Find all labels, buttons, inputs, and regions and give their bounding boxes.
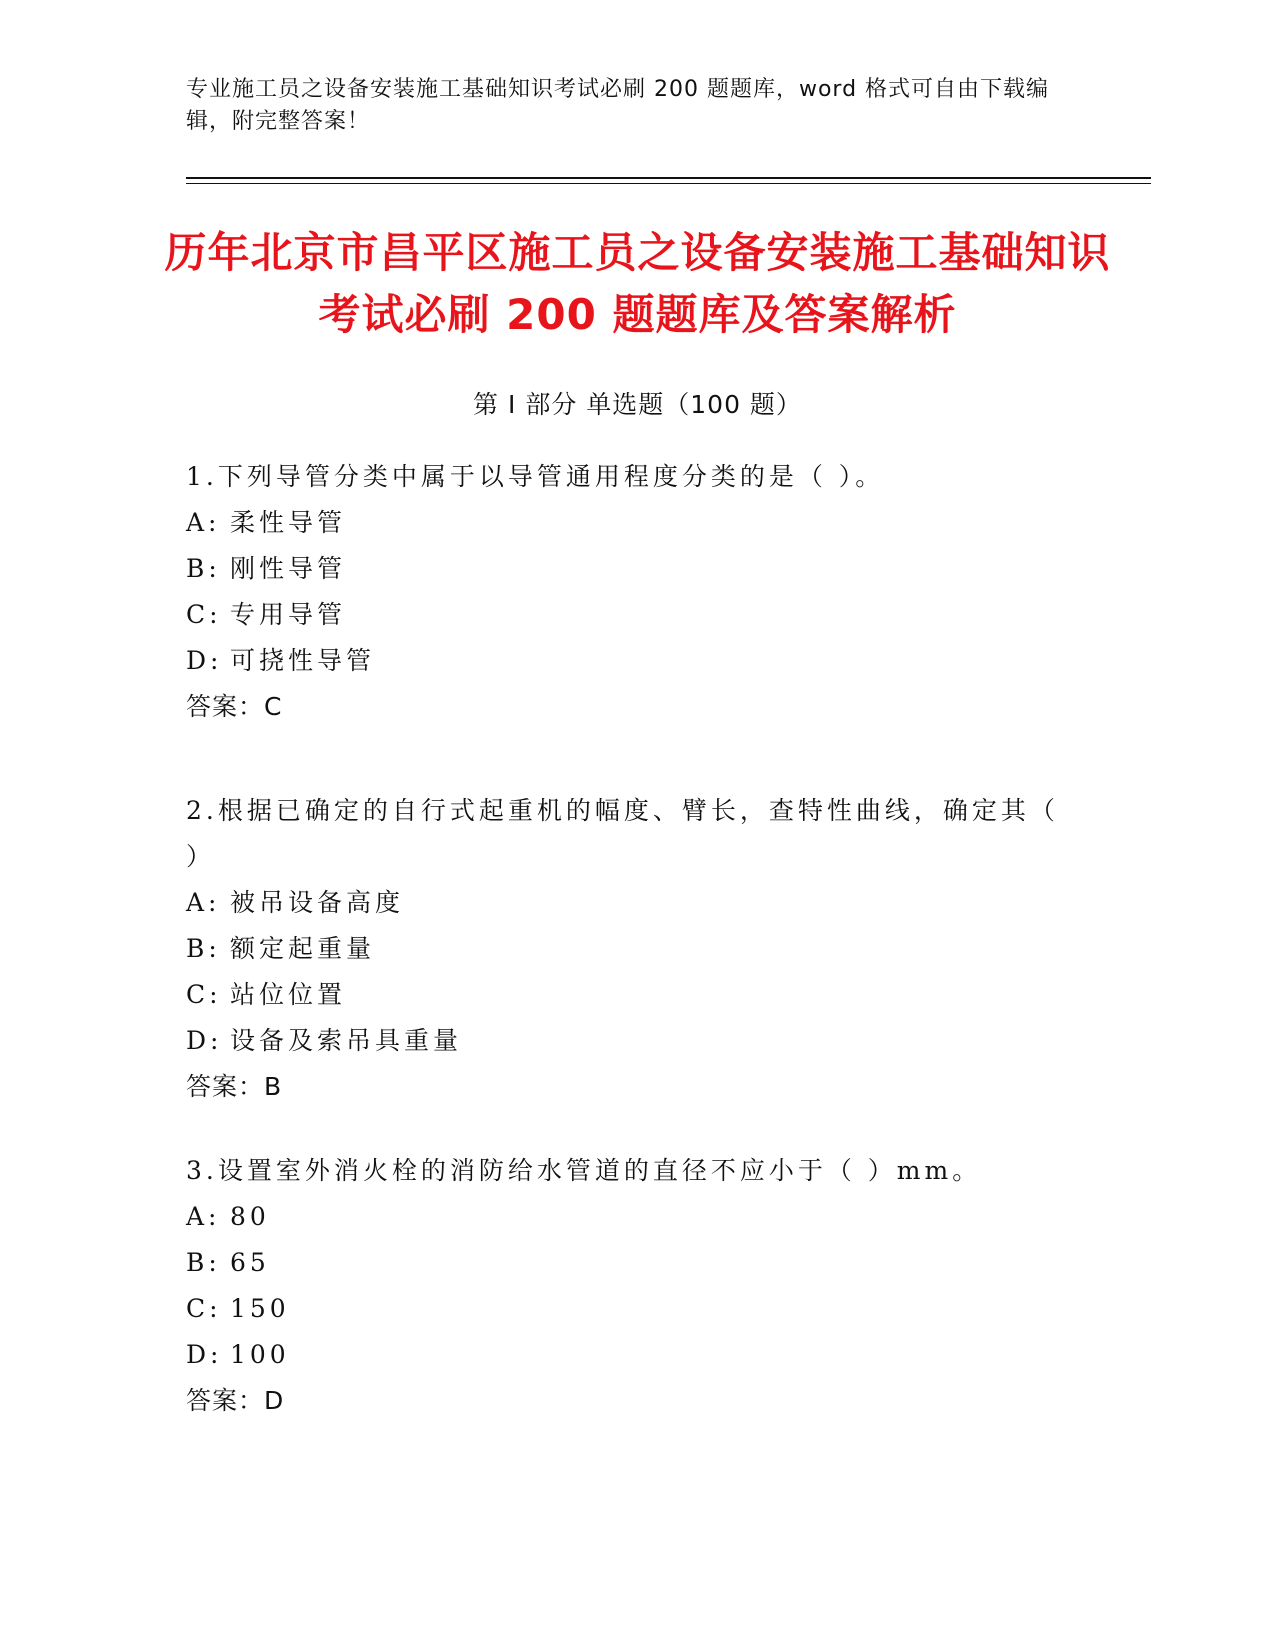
option-text: 被吊设备高度 <box>230 888 405 917</box>
option-c <box>186 1286 1086 1332</box>
option-text: 150 <box>230 1294 290 1323</box>
option-c <box>186 592 1086 638</box>
option-b <box>186 926 1086 972</box>
question-stem: 3.设置室外消火栓的消防给水管道的直径不应小于（ ）mm。 <box>186 1156 982 1185</box>
option-text: 柔性导管 <box>230 508 347 537</box>
option-text: 额定起重量 <box>230 934 376 963</box>
option-d <box>186 638 1086 684</box>
question-2 <box>186 788 1086 1110</box>
option-b <box>186 1240 1086 1286</box>
answer: 答案：C <box>186 692 283 721</box>
option-text: 100 <box>230 1340 290 1369</box>
question-3 <box>186 1148 1086 1424</box>
option-letter: C: <box>186 600 222 629</box>
option-c <box>186 972 1086 1018</box>
question-stem: 1.下列导管分类中属于以导管通用程度分类的是（ ）。 <box>186 462 885 491</box>
option-a <box>186 1194 1086 1240</box>
answer: 答案：B <box>186 1072 283 1101</box>
question-1 <box>186 454 1086 730</box>
option-d <box>186 1018 1086 1064</box>
option-letter: C: <box>186 980 222 1009</box>
option-a <box>186 500 1086 546</box>
option-letter: B: <box>186 1248 221 1277</box>
option-b <box>186 546 1086 592</box>
option-letter: C: <box>186 1294 222 1323</box>
document-title: 历年北京市昌平区施工员之设备安装施工基础知识考试必刷 200 题题库及答案解析 <box>164 228 1111 339</box>
answer: 答案：D <box>186 1386 285 1415</box>
option-letter: B: <box>186 554 221 583</box>
option-a <box>186 880 1086 926</box>
section-heading: 第 I 部分 单选题（100 题） <box>473 390 802 419</box>
header-divider-thin <box>186 183 1151 184</box>
option-letter: D: <box>186 1026 223 1055</box>
option-text: 刚性导管 <box>230 554 347 583</box>
header-note: 专业施工员之设备安装施工基础知识考试必刷 200 题题库，word 格式可自由下载编辑，附完整答案！ <box>186 77 1050 134</box>
option-letter: D: <box>186 646 223 675</box>
option-letter: B: <box>186 934 221 963</box>
header-divider-thick <box>186 177 1151 179</box>
option-text: 可挠性导管 <box>230 646 376 675</box>
option-text: 设备及索吊具重量 <box>230 1026 463 1055</box>
option-text: 65 <box>230 1248 270 1277</box>
option-text: 80 <box>230 1202 270 1231</box>
option-letter: A: <box>186 888 221 917</box>
question-stem: 2.根据已确定的自行式起重机的幅度、臂长，查特性曲线，确定其（ ） <box>186 796 1059 871</box>
option-text: 站位位置 <box>230 980 347 1009</box>
option-d <box>186 1332 1086 1378</box>
option-letter: D: <box>186 1340 223 1369</box>
option-text: 专用导管 <box>230 600 347 629</box>
option-letter: A: <box>186 1202 221 1231</box>
option-letter: A: <box>186 508 221 537</box>
